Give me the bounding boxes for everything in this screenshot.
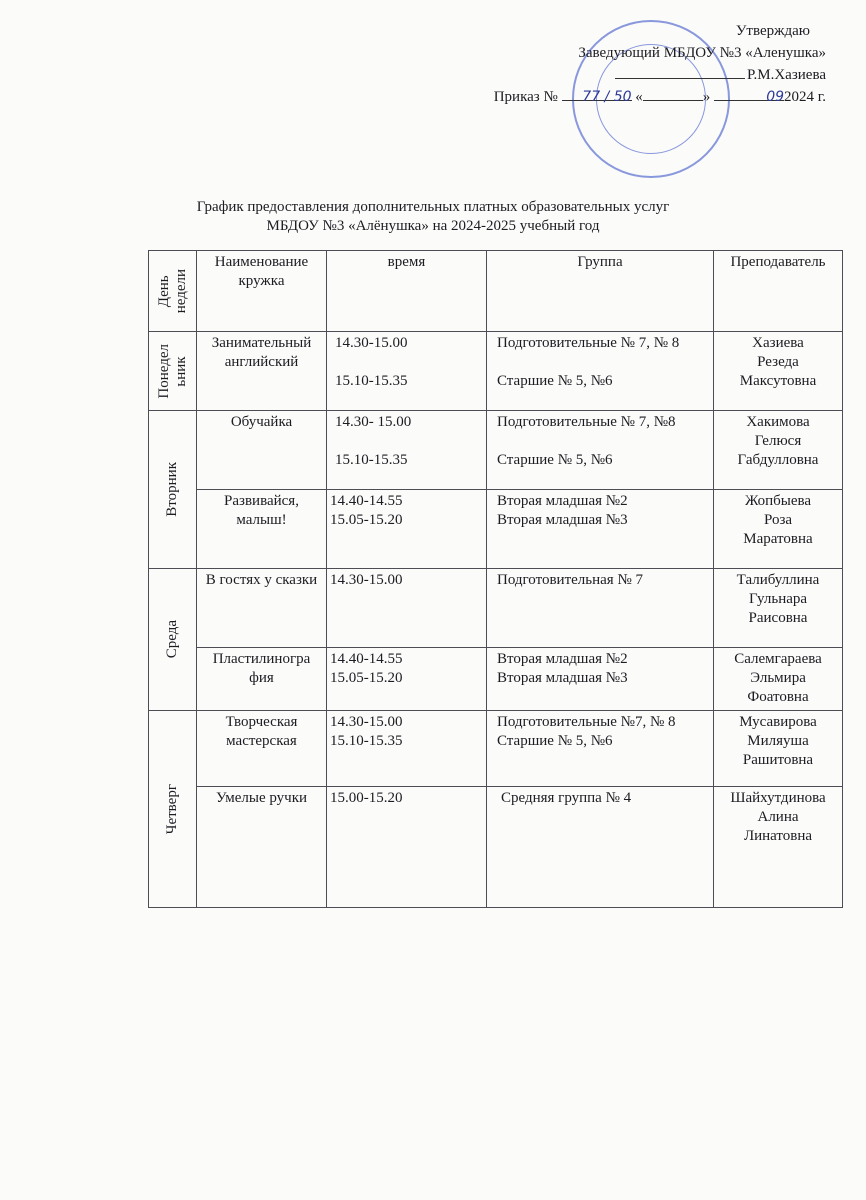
group-name: Вторая младшая №2 Вторая младшая №3 [487, 490, 714, 569]
club-name: В гостях у сказки [197, 569, 327, 648]
group-name: Вторая младшая №2 Вторая младшая №3 [487, 648, 714, 711]
signature-blank [615, 64, 745, 79]
day-monday: Понедел ьник [149, 332, 197, 411]
header-club: Наименование кружка [197, 251, 327, 332]
order-line [494, 86, 826, 108]
time-slot: 14.30- 15.00 15.10-15.35 [327, 411, 487, 490]
teacher-name: Мусавирова Миляуша Рашитовна [714, 711, 843, 787]
order-month-blank [714, 86, 785, 105]
order-open-quote: « [635, 89, 643, 105]
group-name: Подготовительная № 7 [487, 569, 714, 648]
order-number: 77 / 50 [582, 89, 632, 105]
table-row [149, 787, 843, 908]
table-row [149, 569, 843, 648]
time-slot: 14.30-15.00 15.10-15.35 [327, 711, 487, 787]
teacher-name: Хакимова Гелюся Габдулловна [714, 411, 843, 490]
table-row [149, 411, 843, 490]
day-tuesday: Вторник [149, 411, 197, 569]
time-slot: 14.30-15.00 15.10-15.35 [327, 332, 487, 411]
day-wednesday: Среда [149, 569, 197, 711]
table-row [149, 711, 843, 787]
order-year: 2024 г. [784, 89, 826, 105]
group-name: Средняя группа № 4 [487, 787, 714, 908]
time-slot: 14.40-14.55 15.05-15.20 [327, 648, 487, 711]
teacher-name: Талибуллина Гульнара Раисовна [714, 569, 843, 648]
approval-name: Р.М.Хазиева [747, 67, 826, 83]
table-row [149, 332, 843, 411]
header-group: Группа [487, 251, 714, 332]
club-name: Умелые ручки [197, 787, 327, 908]
table-row [149, 490, 843, 569]
header-day: День недели [149, 251, 197, 332]
time-slot: 15.00-15.20 [327, 787, 487, 908]
teacher-name: Хазиева Резеда Максутовна [714, 332, 843, 411]
order-day-blank [643, 86, 703, 101]
teacher-name: Жопбыева Роза Маратовна [714, 490, 843, 569]
approval-position: Заведующий МБДОУ №3 «Аленушка» [578, 45, 826, 61]
club-name: Занимательный английский [197, 332, 327, 411]
club-name: Пластилиногра фия [197, 648, 327, 711]
approval-heading: Утверждаю [735, 23, 810, 39]
group-name: Подготовительные № 7, №8 Старшие № 5, №6 [487, 411, 714, 490]
club-name: Обучайка [197, 411, 327, 490]
group-name: Подготовительные № 7, № 8 Старшие № 5, №6 [487, 332, 714, 411]
order-month: 09 [766, 89, 785, 105]
title-line-1: График предоставления дополнительных платных образовательных услуг [196, 199, 670, 215]
table-row [149, 648, 843, 711]
day-thursday: Четверг [149, 711, 197, 908]
order-number-blank [562, 86, 632, 105]
order-prefix: Приказ № [493, 89, 558, 105]
teacher-name: Салемгараева Эльмира Фоатовна [714, 648, 843, 711]
order-close-quote: » [702, 89, 711, 105]
header-teacher: Преподаватель [714, 251, 843, 332]
time-slot: 14.40-14.55 15.05-15.20 [327, 490, 487, 569]
table-header-row [149, 251, 843, 332]
club-name: Развивайся, малыш! [197, 490, 327, 569]
header-time: время [327, 251, 487, 332]
title-line-2: МБДОУ №3 «Алёнушка» на 2024-2025 учебный год [266, 218, 600, 234]
approval-block [494, 20, 826, 108]
document-title [0, 198, 866, 236]
schedule-table [148, 250, 843, 908]
time-slot: 14.30-15.00 [327, 569, 487, 648]
group-name: Подготовительные №7, № 8 Старшие № 5, №6 [487, 711, 714, 787]
teacher-name: Шайхутдинова Алина Линатовна [714, 787, 843, 908]
approval-signature-line [494, 64, 826, 86]
club-name: Творческая мастерская [197, 711, 327, 787]
